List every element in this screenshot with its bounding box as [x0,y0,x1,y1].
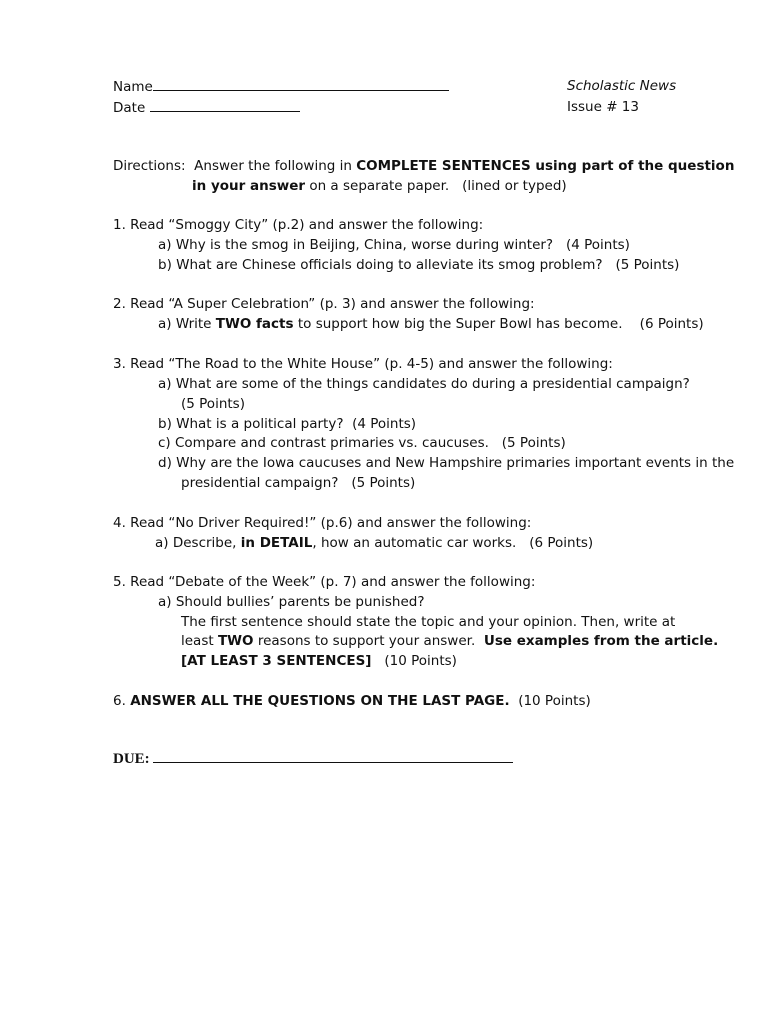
q3-item-b-points: (4 Points) [352,416,417,432]
q5-title: 5. Read “Debate of the Week” (p. 7) and answer the following: [113,574,536,590]
date-label: Date [113,100,146,116]
q4-item-a-points: (6 Points) [529,535,594,551]
q6-number: 6. [113,693,126,709]
q3-item-d: d) Why are the Iowa caucuses and New Hampshire primaries important events in the [158,455,735,471]
q3-item-c-points: (5 Points) [501,435,566,451]
name-field[interactable] [113,77,449,96]
q6-bold-text: ANSWER ALL THE QUESTIONS ON THE LAST PAGE. [130,693,510,709]
q4-item-a-bold: in DETAIL [240,535,313,551]
directions-emphasis-1: COMPLETE SENTENCES using part of the question [356,158,735,174]
q5-instruction-1: The first sentence should state the topic and your opinion. Then, write at [181,614,676,630]
q5-instruction-3-points: (10 Points) [384,653,457,669]
q3-item-b [158,415,416,433]
q2-item-a-text-2: to support how big the Super Bowl has become. [297,316,623,332]
q1-item-b [158,256,679,274]
directions-line-1 [113,157,734,175]
q1-title: 1. Read “Smoggy City” (p.2) and answer the following: [113,217,484,233]
q6-line [113,692,591,710]
name-label: Name [113,79,153,95]
name-blank[interactable] [153,77,449,91]
q4-item-a [155,534,593,552]
due-field[interactable] [113,748,513,768]
q2-title: 2. Read “A Super Celebration” (p. 3) and answer the following: [113,296,535,312]
q3-item-d-cont [181,474,415,492]
q5-instruction-2 [181,632,718,650]
q4-item-a-text-2: , how an automatic car works. [312,535,517,551]
q3-item-c [158,434,566,452]
q5-instruction-2-text-c: reasons to support your answer. [257,633,476,649]
directions-line-2 [192,177,567,195]
q3-item-b-text: b) What is a political party? [158,416,344,432]
q3-item-a: a) What are some of the things candidates do during a presidential campaign? [158,376,690,392]
q2-item-a-text-1: a) Write [158,316,212,332]
q5-instruction-3 [181,652,457,670]
due-blank[interactable] [153,748,513,763]
q2-item-a [158,315,704,333]
q5-instruction-2-bold-b: TWO [217,633,254,649]
issue-number: Issue # 13 [567,99,639,115]
q3-item-a-points: (5 Points) [181,396,245,412]
q5-instruction-3-bold: [AT LEAST 3 SENTENCES] [181,653,372,669]
q2-item-a-points: (6 Points) [639,316,704,332]
q1-item-a-text: a) Why is the smog in Beijing, China, worse during winter? [158,237,554,253]
q4-title: 4. Read “No Driver Required!” (p.6) and answer the following: [113,515,532,531]
q2-item-a-bold: TWO facts [215,316,294,332]
q4-item-a-text-1: a) Describe, [155,535,237,551]
date-field[interactable] [113,98,300,117]
directions-note: (lined or typed) [462,178,567,194]
q3-title: 3. Read “The Road to the White House” (p. 4-5) and answer the following: [113,356,613,372]
q1-item-a-points: (4 Points) [565,237,630,253]
q3-item-d-text-2: presidential campaign? [181,475,339,491]
q1-item-b-text: b) What are Chinese officials doing to alleviate its smog problem? [158,257,603,273]
directions-text-1: Answer the following in [194,158,352,174]
q5-instruction-2-text-a: least [181,633,214,649]
publication-name: Scholastic News [567,78,677,94]
q3-item-c-text: c) Compare and contrast primaries vs. caucuses. [158,435,489,451]
directions-text-2: on a separate paper. [309,178,450,194]
q3-item-d-points: (5 Points) [351,475,416,491]
q5-item-a: a) Should bullies’ parents be punished? [158,594,425,610]
directions-label: Directions: [113,158,186,174]
q1-item-b-points: (5 Points) [615,257,680,273]
q6-points: (10 Points) [518,693,591,709]
date-blank[interactable] [150,98,300,112]
due-label: DUE: [113,751,150,767]
directions-emphasis-2: in your answer [192,178,306,194]
q1-item-a [158,236,630,254]
q5-instruction-2-bold-d: Use examples from the article. [483,633,719,649]
